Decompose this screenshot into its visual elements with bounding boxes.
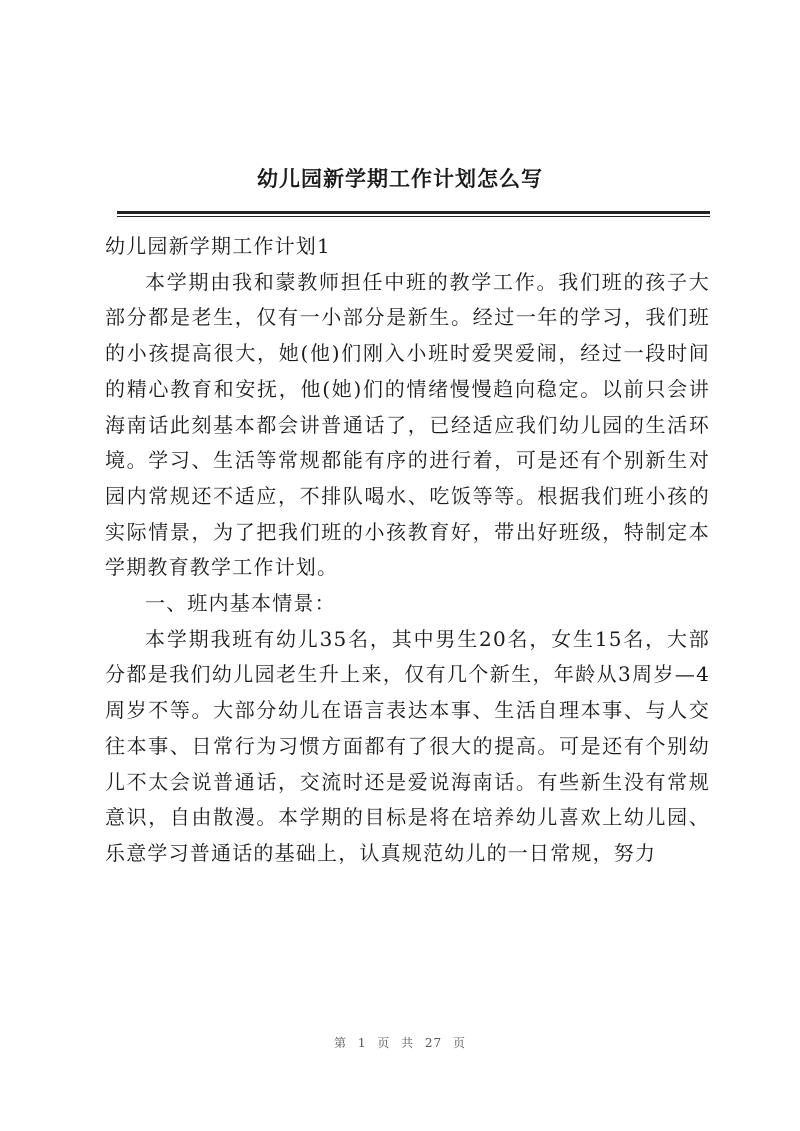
title-rule-thick [117, 211, 710, 214]
section-heading: 幼儿园新学期工作计划1 [105, 234, 331, 258]
document-body [105, 229, 710, 872]
paragraph-intro: 本学期由我和蒙教师担任中班的教学工作。我们班的孩子大部分都是老生，仅有一小部分是新生。经过一年的学习，我们班的小孩提高很大，她(他)们刚入小班时爱哭爱闹，经过一段时间的精心教育和安抚，他(她)们的情绪慢慢趋向稳定。以前只会讲海南话此刻基本都会讲普通话了，已经适应我们幼儿园的生活环境。学习、生活等常规都能有序的进行着，可是还有个别新生对园内常规还不适应，不排队喝水、吃饭等等。根据我们班小孩的实际情景，为了把我们班的小孩教育好，带出好班级，特制定本学期教育教学工作计划。 [105, 269, 710, 580]
paragraph-class-situation: 本学期我班有幼儿35名，其中男生20名，女生15名，大部分都是我们幼儿园老生升上来，仅有几个新生，年龄从3周岁—4周岁不等。大部分幼儿在语言表达本事、生活自理本事、与人交往本事、日常行为习惯方面都有了很大的提高。可是还有个别幼儿不太会说普通话，交流时还是爱说海南话。有些新生没有常规意识，自由散漫。本学期的目标是将在培养幼儿喜欢上幼儿园、乐意学习普通话的基础上，认真规范幼儿的一日常规，努力 [105, 626, 710, 865]
paragraph-subheading: 一、班内基本情景： [145, 591, 336, 616]
title-rule-thin [117, 216, 710, 217]
page-footer: 第 1 页 共 27 页 [334, 1036, 466, 1050]
page-title: 幼儿园新学期工作计划怎么写 [257, 166, 543, 191]
